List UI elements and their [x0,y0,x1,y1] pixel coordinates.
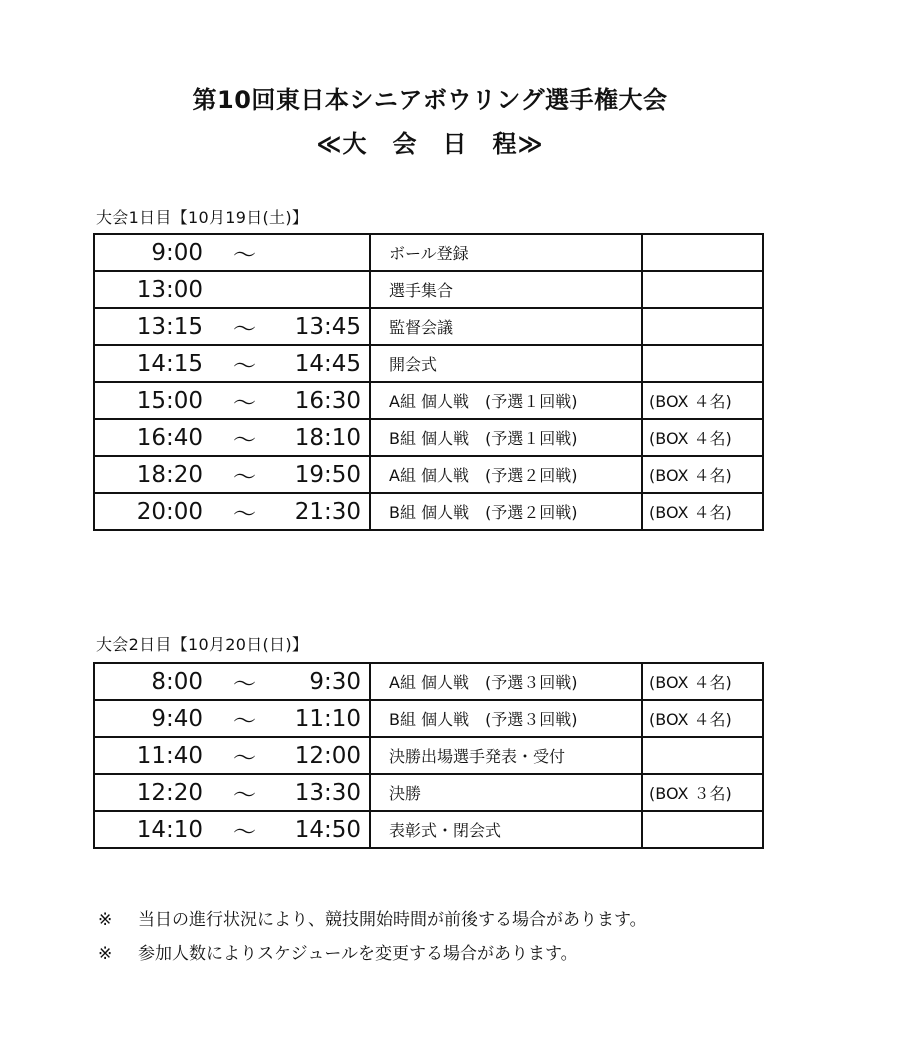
note-text: 当日の進行状況により、競技開始時間が前後する場合があります。 [138,910,647,930]
event-cell: ボール登録 [370,234,642,271]
start-time: 18:20 [136,461,203,488]
note-mark: ※ [98,944,113,964]
time-separator: ～ [233,501,256,527]
schedule-row [94,308,763,345]
end-time: 14:50 [294,816,361,843]
event-cell: A組 個人戦 (予選１回戦) [370,382,642,419]
note-mark: ※ [98,910,113,930]
start-time: 9:00 [151,239,203,266]
end-time: 18:10 [294,424,361,451]
day2-schedule-body [94,663,763,848]
day2-schedule-table [93,662,764,849]
time-cell [94,493,370,530]
start-time: 15:00 [136,387,203,414]
time-separator: ～ [233,464,256,490]
day1-schedule-body [94,234,763,530]
event-cell: 決勝 [370,774,642,811]
schedule-row [94,234,763,271]
start-time: 13:00 [136,276,203,303]
start-time: 9:40 [151,705,203,732]
box-note-cell [642,234,763,271]
event-cell: A組 個人戦 (予選２回戦) [370,456,642,493]
start-time: 13:15 [136,313,203,340]
time-cell [94,774,370,811]
event-cell: B組 個人戦 (予選２回戦) [370,493,642,530]
time-separator: ～ [233,819,256,845]
time-cell [94,737,370,774]
event-cell: 監督会議 [370,308,642,345]
time-separator: ～ [233,708,256,734]
schedule-row [94,774,763,811]
time-cell [94,700,370,737]
page-title: 第10回東日本シニアボウリング選手権大会 [192,86,668,114]
schedule-row [94,456,763,493]
box-note-cell: (BOX ３名) [642,774,763,811]
box-note-cell: (BOX ４名) [642,419,763,456]
time-separator: ～ [233,782,256,808]
time-separator: ～ [233,242,256,268]
time-cell [94,382,370,419]
box-note-cell: (BOX ４名) [642,663,763,700]
schedule-row [94,382,763,419]
box-note-cell [642,271,763,308]
schedule-row [94,493,763,530]
time-separator: ～ [233,390,256,416]
box-note-cell: (BOX ４名) [642,382,763,419]
time-separator: ～ [233,671,256,697]
day1-schedule-table [93,233,764,531]
schedule-row [94,345,763,382]
time-separator: ～ [233,427,256,453]
event-cell: 開会式 [370,345,642,382]
end-time: 21:30 [294,498,361,525]
start-time: 12:20 [136,779,203,806]
time-cell [94,271,370,308]
box-note-cell [642,811,763,848]
notes-section [98,903,647,971]
time-separator: ～ [233,353,256,379]
start-time: 11:40 [136,742,203,769]
note-line [98,937,647,971]
schedule-row [94,419,763,456]
time-separator: ～ [233,745,256,771]
start-time: 20:00 [136,498,203,525]
time-cell [94,308,370,345]
box-note-cell: (BOX ４名) [642,456,763,493]
end-time: 11:10 [294,705,361,732]
box-note-cell: (BOX ４名) [642,700,763,737]
event-cell: 表彰式・閉会式 [370,811,642,848]
box-note-cell: (BOX ４名) [642,493,763,530]
end-time: 9:30 [309,668,361,695]
end-time: 13:30 [294,779,361,806]
day2-label: 大会2日目【10月20日(日)】 [96,635,309,654]
note-line [98,903,647,937]
time-cell [94,663,370,700]
page-subtitle: ≪大 会 日 程≫ [316,130,544,158]
time-cell [94,456,370,493]
day1-label: 大会1日目【10月19日(土)】 [96,208,309,227]
time-cell [94,811,370,848]
note-text: 参加人数によりスケジュールを変更する場合があります。 [138,944,578,964]
start-time: 14:10 [136,816,203,843]
schedule-row [94,737,763,774]
time-cell [94,419,370,456]
box-note-cell [642,308,763,345]
schedule-row [94,271,763,308]
time-cell [94,234,370,271]
time-cell [94,345,370,382]
end-time: 16:30 [294,387,361,414]
box-note-cell [642,737,763,774]
event-cell: B組 個人戦 (予選３回戦) [370,700,642,737]
time-separator: ～ [233,316,256,342]
start-time: 14:15 [136,350,203,377]
end-time: 14:45 [294,350,361,377]
schedule-row [94,811,763,848]
event-cell: B組 個人戦 (予選１回戦) [370,419,642,456]
box-note-cell [642,345,763,382]
event-cell: 選手集合 [370,271,642,308]
schedule-row [94,700,763,737]
end-time: 12:00 [294,742,361,769]
end-time: 13:45 [294,313,361,340]
start-time: 8:00 [151,668,203,695]
start-time: 16:40 [136,424,203,451]
event-cell: A組 個人戦 (予選３回戦) [370,663,642,700]
schedule-row [94,663,763,700]
end-time: 19:50 [294,461,361,488]
event-cell: 決勝出場選手発表・受付 [370,737,642,774]
